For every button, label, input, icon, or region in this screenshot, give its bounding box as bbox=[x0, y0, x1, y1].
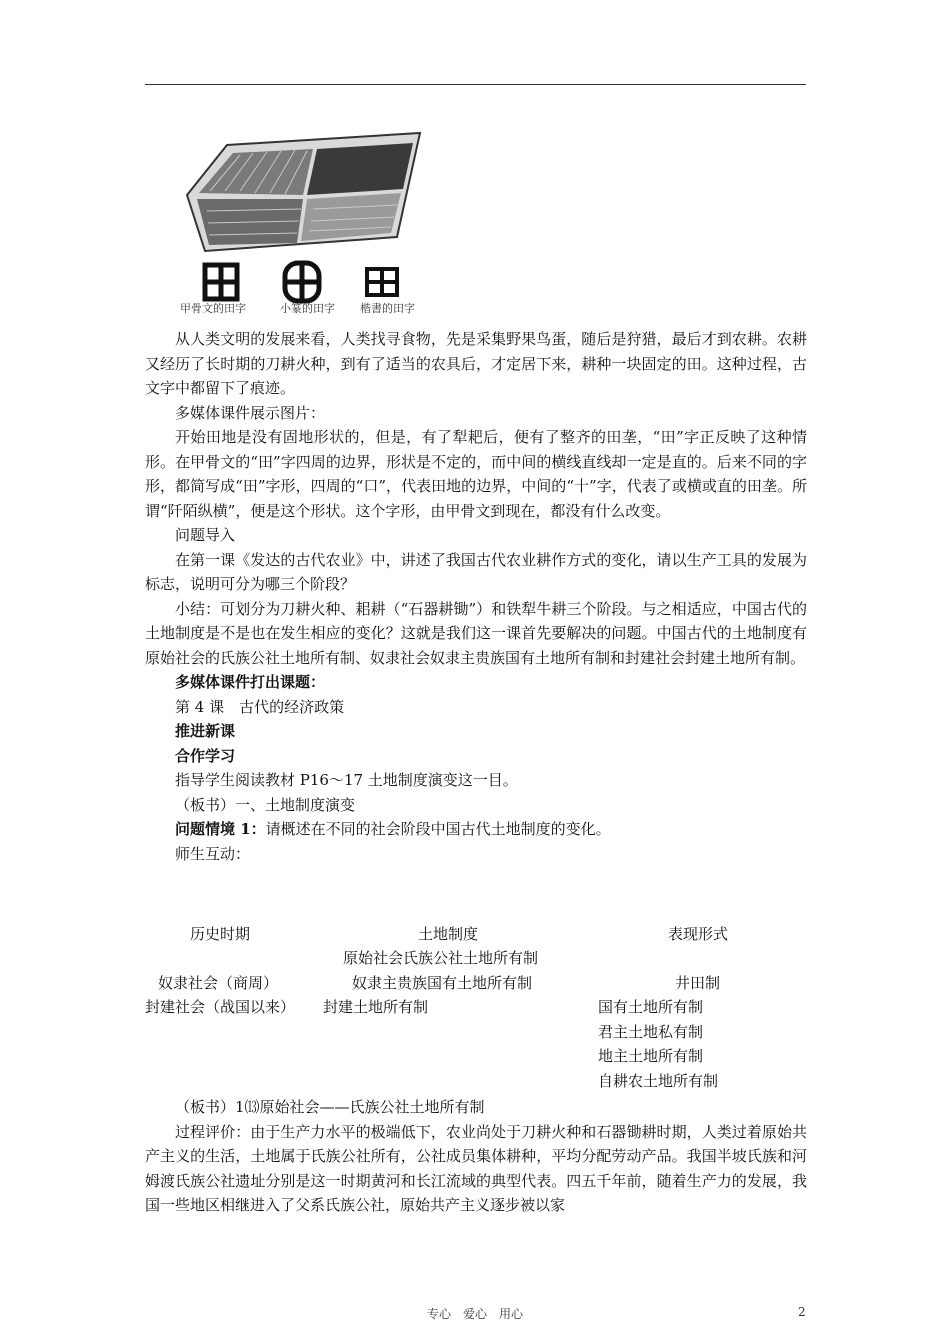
paragraph-intro: 从人类文明的发展来看，人类找寻食物，先是采集野果鸟蛋，随后是狩猎，最后才到农耕。农耕又经历了长时期的刀耕火种，到有了适当的农具后，才定居下来，耕种一块固定的田。这种过程，古文字中都留下了痕迹。 bbox=[145, 330, 807, 397]
table-form-state: 国有土地所有制 bbox=[598, 998, 704, 1016]
paragraph-question: 在第一课《发达的古代农业》中，讲述了我国古代农业耕作方式的变化，请以生产工具的发展为标志，说明可分为哪三个阶段？ bbox=[145, 550, 807, 593]
table-header-period: 历史时期 bbox=[190, 925, 251, 943]
field-illustration bbox=[175, 125, 445, 320]
heading-cooperative: 合作学习 bbox=[175, 746, 236, 765]
table-feudal-period: 封建社会（战国以来） bbox=[145, 998, 296, 1016]
question-scenario-text: 请概述在不同的社会阶段中国古代土地制度的变化。 bbox=[265, 820, 611, 838]
paragraph-reading-guide: 指导学生阅读教材 P16～17 土地制度演变这一目。 bbox=[175, 771, 518, 789]
board-note-2: （板书）1⒀原始社会——氏族公社土地所有制 bbox=[175, 1098, 485, 1116]
heading-new-lesson: 推进新课 bbox=[175, 722, 236, 740]
header-rule bbox=[145, 84, 806, 85]
question-scenario-label: 问题情境 1： bbox=[175, 820, 266, 838]
table-feudal-system: 封建土地所有制 bbox=[323, 998, 429, 1016]
lesson-title: 第 4 课 古代的经济政策 bbox=[175, 697, 345, 716]
paragraph-evaluation: 过程评价：由于生产力水平的极端低下，农业尚处于刀耕火种和石器锄耕时期，人类过着原始共产主义的生活，土地属于氏族公社所有，公社成员集体耕种，平均分配劳动产品。我国半坡氏族和河姆渡氏族公社遗址分别是这一时期黄河和长江流域的典型代表。四五千年前，随着生产力的发展，我国一些地区相继进入了父系氏族公社，原始共产主义逐步被以家 bbox=[145, 1122, 807, 1214]
table-form-peasant: 自耕农土地所有制 bbox=[598, 1072, 719, 1090]
question-scenario bbox=[145, 817, 807, 842]
heading-question-intro: 问题导入 bbox=[175, 526, 236, 544]
glyph-seal bbox=[285, 263, 319, 301]
page-footer: 专心 爱心 用心 bbox=[426, 1307, 523, 1321]
caption-oracle: 甲骨文的田字 bbox=[180, 302, 246, 315]
glyph-oracle bbox=[205, 265, 237, 299]
table-form-landlord: 地主土地所有制 bbox=[598, 1047, 704, 1065]
body-text-bottom bbox=[145, 1095, 807, 1218]
page-number: 2 bbox=[798, 1305, 806, 1319]
glyph-regular bbox=[367, 269, 397, 295]
interaction-label: 师生互动： bbox=[175, 844, 251, 863]
board-note-1: （板书）一、土地制度演变 bbox=[175, 795, 356, 814]
caption-seal: 小篆的田字 bbox=[280, 302, 335, 315]
table-slave-form: 井田制 bbox=[675, 974, 721, 992]
paragraph-summary: 小结：可划分为刀耕火种、耜耕（“石器耕锄”）和铁犁牛耕三个阶段。与之相适应，中国古代的土地制度是不是也在发生相应的变化？这就是我们这一课首先要解决的问题。中国古代的土地制度有原始社会的氏族公社土地所有制、奴隶社会奴隶主贵族国有土地所有制和封建社会封建土地所有制。 bbox=[145, 599, 807, 667]
table-form-monarch: 君主土地私有制 bbox=[598, 1023, 704, 1041]
table-header-system: 土地制度 bbox=[418, 925, 479, 943]
table-primitive-system: 原始社会氏族公社土地所有制 bbox=[343, 949, 539, 967]
table-slave-system: 奴隶主贵族国有土地所有制 bbox=[352, 974, 533, 992]
table-slave-period: 奴隶社会（商周） bbox=[158, 974, 279, 992]
caption-regular: 楷書的田字 bbox=[360, 302, 415, 315]
body-text-top bbox=[145, 327, 807, 866]
paragraph-multimedia-1: 多媒体课件展示图片： bbox=[175, 403, 326, 422]
paragraph-field-shape: 开始田地是没有固地形状的，但是，有了犁耙后，便有了整齐的田垄，“田”字正反映了这种情形。在甲骨文的“田”字四周的边界，形状是不定的，而中间的横线直线却一定是直的。后来不同的字形，都简写成“田”字形，四周的“口”，代表田地的边界，中间的“十”字，代表了或横或直的田垄。所谓“阡陌纵横”，便是这个形状。这个字形，由甲骨文到现在，都没有什么改变。 bbox=[145, 428, 807, 520]
heading-multimedia-title: 多媒体课件打出课题： bbox=[175, 673, 326, 691]
table-header-form: 表现形式 bbox=[668, 925, 729, 943]
